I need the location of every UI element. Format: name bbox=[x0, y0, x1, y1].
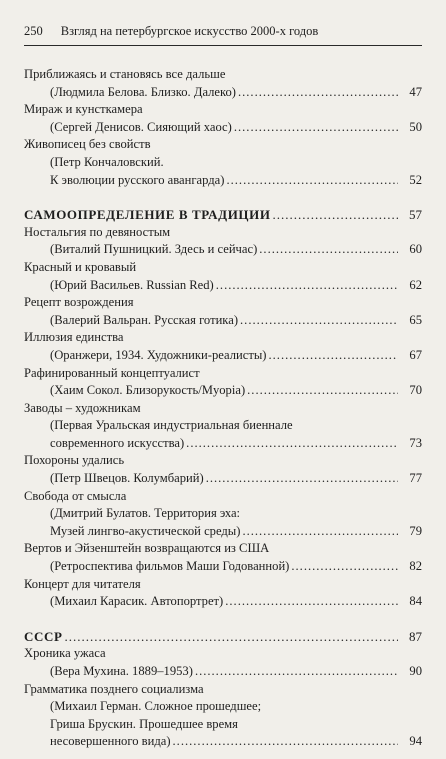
dot-leader bbox=[242, 523, 398, 541]
toc-entry bbox=[24, 224, 422, 259]
entry-subtitle-line: (Валерий Вальран. Русская готика) bbox=[50, 312, 239, 327]
page-number: 250 bbox=[24, 24, 43, 38]
entry-subtitle-line: (Людмила Белова. Близко. Далеко) bbox=[50, 84, 236, 99]
entry-title: Рафинированный концептуалист bbox=[24, 365, 200, 380]
entry-page-number: 50 bbox=[409, 119, 422, 134]
entry-title: Рецепт возрождения bbox=[24, 295, 134, 310]
entry-subtitle-line: Гриша Брускин. Прошедшее время bbox=[50, 716, 238, 731]
entry-title: Приближаясь и становясь все дальше bbox=[24, 67, 226, 81]
toc-entry bbox=[24, 136, 422, 189]
entry-page-number: 65 bbox=[409, 312, 422, 327]
entry-page-number: 52 bbox=[409, 172, 422, 187]
toc-entry bbox=[24, 488, 422, 541]
entry-subtitle-line: (Хаим Сокол. Близорукость/Myopia) bbox=[50, 383, 246, 398]
entry-subtitle-line: (Оранжери, 1934. Художники-реалисты) bbox=[50, 347, 267, 362]
section-page: 87 bbox=[409, 628, 422, 644]
dot-leader bbox=[65, 628, 398, 646]
toc-entry bbox=[24, 101, 422, 136]
entry-title: Похороны удались bbox=[24, 453, 125, 468]
entry-subtitle-line: Музей лингво-акустической среды) bbox=[50, 523, 241, 538]
entry-page-number: 62 bbox=[409, 277, 422, 292]
toc-entry bbox=[24, 576, 422, 611]
entry-subtitle-line: (Дмитрий Булатов. Территория эха: bbox=[50, 506, 241, 521]
entry-subtitle-row bbox=[24, 593, 422, 611]
dot-leader bbox=[273, 206, 398, 224]
section-heading-2 bbox=[24, 628, 422, 646]
entry-title: Иллюзия единства bbox=[24, 330, 124, 345]
toc-entry bbox=[24, 645, 422, 680]
toc-block-3 bbox=[24, 645, 422, 751]
entry-title: Свобода от смысла bbox=[24, 488, 127, 503]
entry-subtitle-row bbox=[24, 119, 422, 137]
entry-page-number: 79 bbox=[409, 523, 422, 538]
toc-block-2 bbox=[24, 224, 422, 611]
entry-title: Мираж и кунсткамера bbox=[24, 102, 143, 117]
entry-subtitle-row bbox=[24, 312, 422, 330]
entry-subtitle-line: К эволюции русского авангарда) bbox=[50, 172, 225, 187]
entry-subtitle-line: (Петр Кончаловский. bbox=[50, 154, 164, 169]
toc-entry bbox=[24, 681, 422, 751]
toc-block-1 bbox=[24, 66, 422, 189]
entry-subtitle-line: (Сергей Денисов. Сияющий хаос) bbox=[50, 119, 232, 134]
dot-leader bbox=[195, 663, 398, 681]
entry-subtitle-line: (Петр Швецов. Колумбарий) bbox=[50, 471, 204, 486]
section-title: САМООПРЕДЕЛЕНИЕ В ТРАДИЦИИ bbox=[24, 207, 271, 223]
entry-subtitle-row bbox=[24, 382, 422, 400]
section-page: 57 bbox=[409, 207, 422, 223]
dot-leader bbox=[240, 312, 398, 330]
header-rule bbox=[24, 45, 422, 46]
entry-subtitle-row bbox=[24, 347, 422, 365]
section-title: СССР bbox=[24, 628, 63, 644]
entry-title: Грамматика позднего социализма bbox=[24, 681, 204, 696]
entry-page-number: 60 bbox=[409, 242, 422, 257]
entry-subtitle-row bbox=[24, 523, 422, 541]
entry-subtitle-line: несовершенного вида) bbox=[50, 734, 171, 749]
dot-leader bbox=[247, 382, 398, 400]
entry-title: Ностальгия по девяностым bbox=[24, 224, 171, 239]
dot-leader bbox=[234, 119, 398, 137]
entry-title: Живописец без свойств bbox=[24, 137, 151, 152]
dot-leader bbox=[186, 435, 398, 453]
entry-subtitle-line: (Виталий Пушницкий. Здесь и сейчас) bbox=[50, 242, 258, 257]
dot-leader bbox=[173, 733, 398, 751]
entry-subtitle-line: (Ретроспектива фильмов Маши Годованной) bbox=[50, 559, 290, 574]
entry-subtitle-line: (Михаил Герман. Сложное прошедшее; bbox=[50, 699, 262, 714]
entry-page-number: 67 bbox=[409, 347, 422, 362]
entry-title: Хроника ужаса bbox=[24, 646, 106, 661]
entry-subtitle-line: (Михаил Карасик. Автопортрет) bbox=[50, 594, 224, 609]
dot-leader bbox=[216, 277, 398, 295]
dot-leader bbox=[291, 558, 398, 576]
entry-title: Вертов и Эйзенштейн возвращаются из США bbox=[24, 541, 270, 556]
toc-entry bbox=[24, 329, 422, 364]
entry-subtitle-line: (Юрий Васильев. Russian Red) bbox=[50, 277, 214, 292]
entry-subtitle-row bbox=[24, 435, 422, 453]
dot-leader bbox=[269, 347, 399, 365]
entry-subtitle-line: современного искусства) bbox=[50, 435, 185, 450]
running-title: Взгляд на петербургское искусство 2000-х годов bbox=[60, 24, 319, 38]
running-head bbox=[24, 24, 422, 39]
dot-leader bbox=[226, 172, 398, 190]
entry-page-number: 77 bbox=[409, 471, 422, 486]
dot-leader bbox=[238, 84, 398, 102]
dot-leader bbox=[259, 241, 398, 259]
table-of-contents bbox=[24, 66, 422, 751]
entry-subtitle-row bbox=[24, 470, 422, 488]
toc-entry bbox=[24, 259, 422, 294]
entry-page-number: 90 bbox=[409, 664, 422, 678]
dot-leader bbox=[206, 470, 398, 488]
toc-entry bbox=[24, 365, 422, 400]
entry-subtitle-row bbox=[24, 733, 422, 751]
entry-title: Заводы – художникам bbox=[24, 400, 141, 415]
entry-subtitle-line: (Вера Мухина. 1889–1953) bbox=[50, 664, 193, 678]
toc-entry bbox=[24, 66, 422, 101]
entry-subtitle-row bbox=[24, 172, 422, 190]
entry-subtitle-row bbox=[24, 663, 422, 681]
section-heading-1 bbox=[24, 206, 422, 224]
entry-title: Концерт для читателя bbox=[24, 576, 141, 591]
entry-page-number: 47 bbox=[409, 84, 422, 99]
entry-subtitle-row bbox=[24, 241, 422, 259]
entry-page-number: 70 bbox=[409, 383, 422, 398]
entry-subtitle-row bbox=[24, 558, 422, 576]
toc-entry bbox=[24, 294, 422, 329]
toc-entry bbox=[24, 452, 422, 487]
entry-page-number: 94 bbox=[409, 734, 422, 749]
entry-title: Красный и кровавый bbox=[24, 259, 137, 274]
entry-page-number: 82 bbox=[409, 559, 422, 574]
toc-entry bbox=[24, 540, 422, 575]
entry-subtitle-row bbox=[24, 84, 422, 102]
toc-entry bbox=[24, 400, 422, 453]
entry-page-number: 73 bbox=[409, 435, 422, 450]
entry-subtitle-line: (Первая Уральская индустриальная биеннале bbox=[50, 418, 293, 433]
dot-leader bbox=[225, 593, 398, 611]
entry-page-number: 84 bbox=[409, 594, 422, 609]
entry-subtitle-row bbox=[24, 277, 422, 295]
